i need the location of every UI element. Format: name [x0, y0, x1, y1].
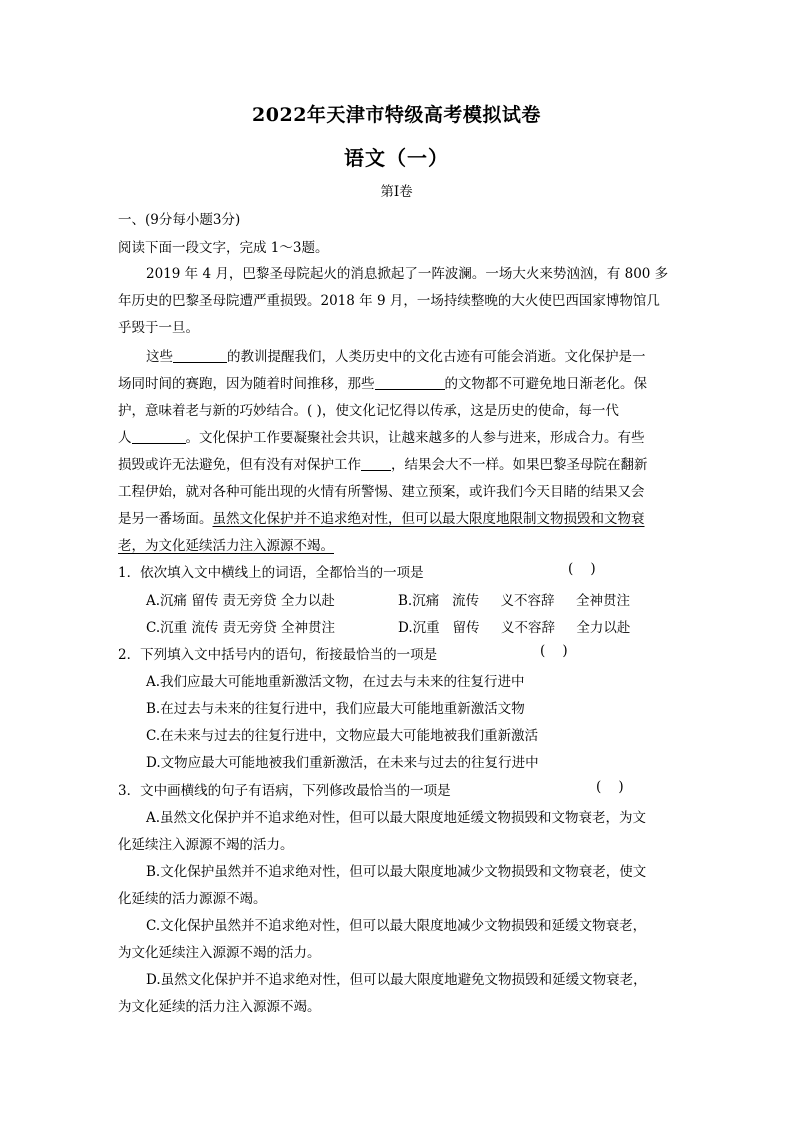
q2-option-d: D.文物应最大可能地被我们重新激活，在未来与过去的往复行进中: [146, 755, 539, 771]
q3-option-d-cont: 为文化延续的活力注入源源不竭。: [118, 999, 321, 1015]
q3-option-b: B.文化保护虽然并不追求绝对性，但可以最大限度地减少文物损毁和文物衰老，使文: [146, 864, 647, 880]
passage-text: 是另一番场面。: [118, 511, 213, 527]
underlined-sentence: 虽然文化保护并不追求绝对性，但可以最大限度地限制文物损毁和文物衰: [212, 511, 645, 527]
passage-text: 的教训提醒我们，人类历史中的文化古迹有可能会消逝。文化保护是一: [227, 349, 646, 365]
fill-blank-3: [132, 429, 186, 444]
passage-line: [118, 426, 645, 446]
passage-text: ，结果会大不一样。如果巴黎圣母院在翻新: [391, 457, 648, 473]
question-3-stem: 3．文中画横线的句子有语病，下列修改最恰当的一项是: [118, 783, 451, 799]
passage-line: 2019 年 4 月，巴黎圣母院起火的消息掀起了一阵波澜。一场大火来势汹汹，有 800 多: [146, 266, 669, 282]
passage-text: 损毁或许无法避免，但有没有对保护工作: [118, 457, 361, 473]
fill-blank-2: [375, 375, 445, 390]
passage-line: [146, 345, 646, 365]
fill-blank-4: [361, 456, 391, 471]
q2-option-c: C.在未来与过去的往复行进中，文物应最大可能地被我们重新激活: [146, 728, 539, 744]
passage-line: 护，意味着老与新的巧妙结合。( )，使文化记忆得以传承，这是历史的使命，每一代: [118, 403, 619, 419]
subject-title: 语文（一）: [344, 146, 449, 170]
section-heading: 一、(9分每小题3分): [118, 212, 241, 228]
passage-text: 人: [118, 430, 132, 446]
section-instruction: 阅读下面一段文字，完成 1～3题。: [118, 240, 329, 256]
passage-line: 乎毁于一旦。: [118, 320, 199, 336]
q3-option-c: C.文化保护虽然并不追求绝对性，但可以最大限度地减少文物损毁和延缓文物衰老，: [146, 918, 647, 934]
q1-option-a: A.沉痛 留传 责无旁贷 全力以赴: [146, 593, 335, 609]
passage-text: 场同时间的赛跑，因为随着时间推移，那些: [118, 376, 375, 392]
question-1-stem: 1．依次填入文中横线上的词语，全都恰当的一项是: [118, 565, 424, 581]
answer-paren-2: ( ): [540, 643, 568, 659]
q1-option-d: D.沉重 留传 义不容辞 全力以赴: [398, 620, 631, 636]
q3-option-a: A.虽然文化保护并不追求绝对性，但可以最大限度地延缓文物损毁和文物衰老，为文: [146, 810, 647, 826]
answer-paren-3: ( ): [596, 779, 624, 795]
question-2-stem: 2．下列填入文中括号内的语句，衔接最恰当的一项是: [118, 647, 438, 663]
q3-option-c-cont: 为文化延续注入源源不竭的活力。: [118, 945, 321, 961]
fill-blank-1: [173, 348, 227, 363]
answer-paren-1: ( ): [568, 561, 596, 577]
passage-line: [118, 372, 647, 392]
passage-line: 年历史的巴黎圣母院遭严重损毁。2018 年 9 月，一场持续整晚的大火使巴西国家博物馆几: [118, 293, 660, 309]
passage-text: 这些: [146, 349, 173, 365]
passage-line: [118, 507, 645, 527]
q3-option-d: D.虽然文化保护并不追求绝对性，但可以最大限度地避免文物损毁和延缓文物衰老，: [146, 972, 647, 988]
q2-option-b: B.在过去与未来的往复行进中，我们应最大可能地重新激活文物: [146, 701, 525, 717]
passage-line: 工程伊始，就对各种可能出现的火情有所警惕、建立预案，或许我们今天目睹的结果又会: [118, 484, 645, 500]
passage-text: 。文化保护工作要凝聚社会共识，让越来越多的人参与进来，形成合力。有些: [185, 430, 645, 446]
underlined-sentence: 老，为文化延续活力注入源源不竭。: [118, 538, 334, 554]
q3-option-a-cont: 化延续注入源源不竭的活力。: [118, 837, 294, 853]
passage-text: 的文物都不可避免地日渐老化。保: [444, 376, 647, 392]
passage-line: [118, 453, 648, 473]
q3-option-b-cont: 化延续的活力源源不竭。: [118, 891, 267, 907]
q1-option-c: C.沉重 流传 责无旁贷 全神贯注: [146, 620, 336, 636]
volume-label: 第Ⅰ卷: [380, 184, 413, 200]
exam-title: 2022年天津市特级高考模拟试卷: [252, 104, 541, 126]
q2-option-a: A.我们应最大可能地重新激活文物，在过去与未来的往复行进中: [146, 674, 525, 690]
q1-option-b: B.沉痛 流传 义不容辞 全神贯注: [398, 593, 630, 609]
